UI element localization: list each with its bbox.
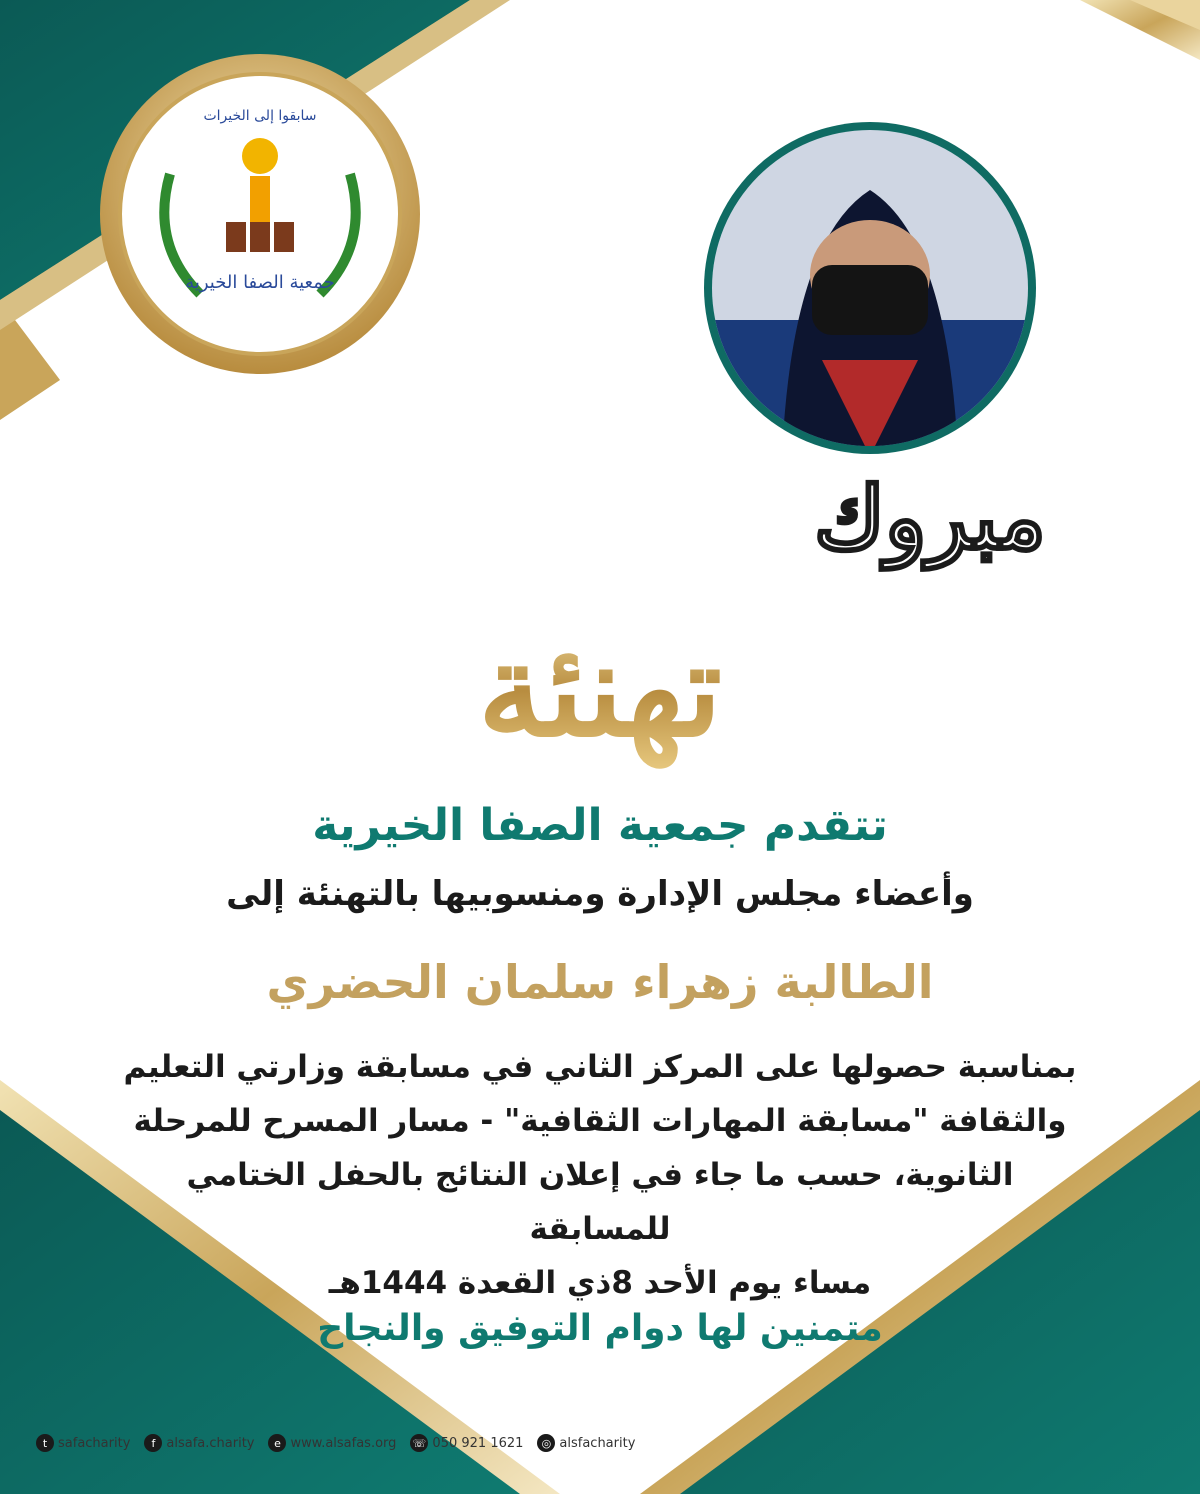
intro-line: تتقدم جمعية الصفا الخيرية: [312, 800, 888, 851]
website-link[interactable]: [268, 1434, 396, 1452]
paragraph-line: الثانوية، حسب ما جاء في إعلان النتائج بالحفل الختامي للمسابقة: [186, 1157, 1014, 1247]
whatsapp-number: 050 921 1621: [432, 1435, 524, 1451]
recipient-name: الطالبة زهراء سلمان الحضري: [266, 955, 934, 1009]
facebook-handle: alsafa.charity: [166, 1435, 255, 1451]
paragraph-line: بمناسبة حصولها على المركز الثاني في مسابقة وزارتي التعليم: [123, 1049, 1077, 1085]
seal-top-text: سابقوا إلى الخيرات: [203, 108, 317, 124]
social-footer: [36, 1434, 635, 1452]
tahniah-text: تهنئة: [477, 613, 723, 766]
globe-icon: e: [268, 1434, 286, 1452]
board-line: وأعضاء مجلس الإدارة ومنسوبيها بالتهنئة إلى: [226, 874, 974, 914]
instagram-handle: alsfacharity: [559, 1435, 636, 1451]
whatsapp-link[interactable]: [410, 1434, 523, 1452]
mabrook-text: مبروك: [814, 468, 1046, 569]
closing-wish: متمنين لها دوام التوفيق والنجاح: [317, 1308, 883, 1349]
twitter-link[interactable]: [36, 1434, 130, 1452]
twitter-icon: t: [36, 1434, 54, 1452]
seal-bottom-text: جمعية الصفا الخيرية: [185, 272, 335, 293]
paragraph-line: والثقافة "مسابقة المهارات الثقافية" - مسار المسرح للمرحلة: [133, 1103, 1067, 1139]
recipient-photo: [702, 120, 1038, 456]
charity-seal-logo: [98, 52, 422, 376]
occasion-paragraph: [120, 1040, 1080, 1310]
twitter-handle: safacharity: [58, 1435, 131, 1451]
paragraph-line: مساء يوم الأحد 8ذي القعدة 1444هـ: [328, 1265, 872, 1301]
website-url: www.alsafas.org: [290, 1435, 397, 1451]
whatsapp-icon: ☏: [410, 1434, 428, 1452]
facebook-icon: f: [144, 1434, 162, 1452]
mabrook-calligraphy: [780, 438, 1080, 608]
tahniah-heading: [410, 585, 790, 785]
facebook-link[interactable]: [144, 1434, 254, 1452]
instagram-icon: ◎: [537, 1434, 555, 1452]
instagram-link[interactable]: [537, 1434, 635, 1452]
